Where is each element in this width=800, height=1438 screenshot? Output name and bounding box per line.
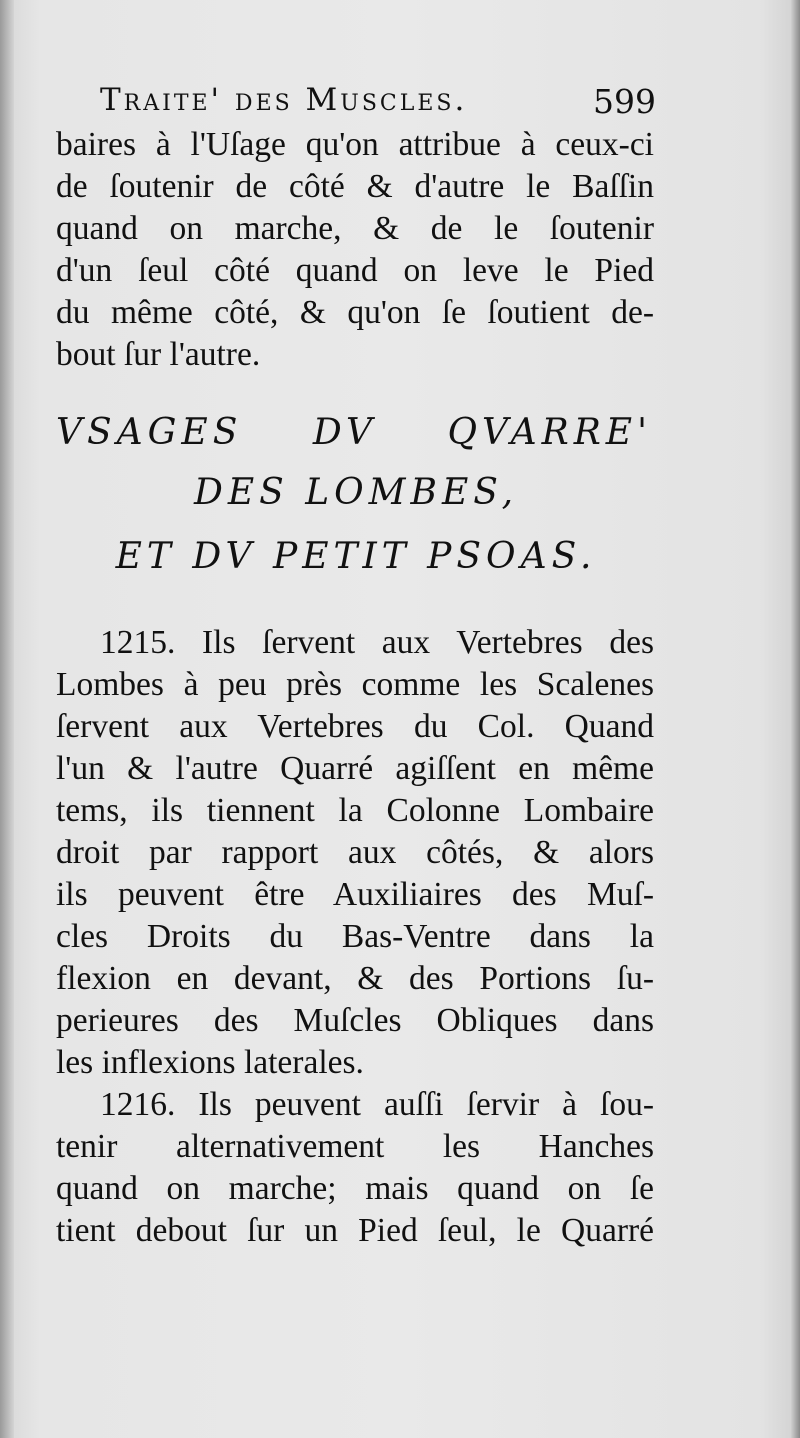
heading-word: QVARRE': [447, 412, 652, 453]
text-line: flexion en devant, & des Portions ſu-: [56, 960, 654, 997]
text-line: cles Droits du Bas-Ventre dans la: [56, 918, 654, 955]
text-line: 1216. Ils peuvent auſſi ſervir à ſou-: [100, 1086, 654, 1123]
section-heading-line-2: DES LOMBES,: [193, 472, 519, 513]
continuation-paragraph: [56, 124, 654, 376]
page-number: 599: [593, 82, 656, 121]
text-line: quand on marche; mais quand on ſe: [56, 1170, 654, 1207]
text-line: quand on marche, & de le ſoutenir: [56, 210, 654, 247]
page-edge-shadow: [790, 0, 800, 1438]
paragraph-1215: [56, 622, 654, 1084]
text-line: perieures des Muſcles Obliques dans: [56, 1002, 654, 1039]
text-line: ſervent aux Vertebres du Col. Quand: [56, 708, 654, 745]
text-line: tems, ils tiennent la Colonne Lombaire: [56, 792, 654, 829]
text-line: ils peuvent être Auxiliaires des Muſ-: [56, 876, 654, 913]
text-line: Lombes à peu près comme les Scalenes: [56, 666, 654, 703]
text-line: du même côté, & qu'on ſe ſoutient de-: [56, 294, 654, 331]
heading-word: DV: [312, 412, 378, 453]
text-line: les inflexions laterales.: [56, 1044, 364, 1081]
text-line: 1215. Ils ſervent aux Vertebres des: [100, 624, 654, 661]
text-line: baires à l'Uſage qu'on attribue à ceux-ci: [56, 126, 654, 163]
text-line: droit par rapport aux côtés, & alors: [56, 834, 654, 871]
section-heading-line-3: ET DV PETIT PSOAS.: [115, 536, 597, 577]
text-line: d'un ſeul côté quand on leve le Pied: [56, 252, 654, 289]
paragraph-1216: [56, 1084, 654, 1252]
page-gutter-shadow: [0, 0, 14, 1438]
text-line: tient debout ſur un Pied ſeul, le Quarré: [56, 1212, 654, 1249]
page-header: [100, 82, 660, 126]
heading-word: VSAGES: [56, 412, 243, 453]
text-line: tenir alternativement les Hanches: [56, 1128, 654, 1165]
running-head: Traite' des Muscles.: [100, 82, 468, 118]
text-line: l'un & l'autre Quarré agiſſent en même: [56, 750, 654, 787]
text-line: de ſoutenir de côté & d'autre le Baſſin: [56, 168, 654, 205]
section-heading-line-1: [56, 412, 656, 453]
text-line: bout ſur l'autre.: [56, 336, 261, 373]
